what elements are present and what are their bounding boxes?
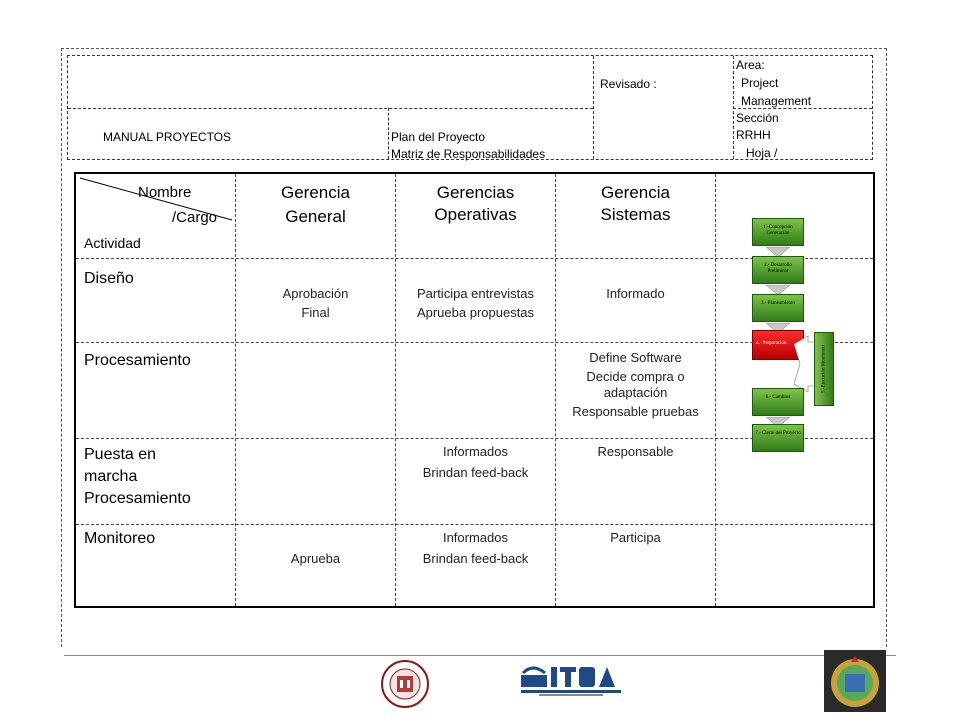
cell-puesta-sistemas	[556, 442, 715, 461]
column-header-sistemas	[556, 182, 715, 226]
cell-line: Aprobación	[282, 286, 349, 301]
cell-line: Participa entrevistas	[416, 286, 535, 301]
column-divider	[715, 174, 716, 606]
phase-3-box: 3.- Planeamiento	[752, 294, 804, 322]
phase-2-box: 2.- Desarrollo Preliminar	[752, 256, 804, 284]
cell-line: Aprueba propuestas	[416, 305, 535, 320]
footer-divider	[64, 655, 896, 656]
cell-line: Responsable	[597, 444, 674, 459]
cell-procesamiento-sistemas	[556, 348, 715, 421]
column-header-operativas	[396, 182, 555, 226]
header-divider	[388, 108, 389, 159]
cell-diseno-general	[236, 284, 395, 322]
cell-line: Brindan feed-back	[422, 465, 529, 480]
phase-7-box: 7.- Cierre del Proyecto	[752, 424, 804, 452]
cell-line: Informados	[442, 444, 509, 459]
area-value-2: Management	[741, 94, 812, 108]
pm-emblem-icon	[824, 650, 886, 712]
column-header-line: Operativas	[434, 205, 517, 224]
cell-puesta-operativas	[396, 442, 555, 482]
cell-line: Define Software	[589, 350, 682, 365]
hoja-label: Hoja /	[746, 146, 778, 160]
cell-line: Participa	[610, 530, 661, 545]
column-header-line: Gerencia	[281, 183, 350, 202]
column-header-line: General	[285, 207, 346, 226]
cell-monitoreo-sistemas	[556, 528, 715, 547]
cell-line: Decide compra o	[586, 369, 685, 384]
header-divider	[68, 108, 593, 109]
header-divider	[593, 56, 594, 159]
column-header-line: Gerencias	[436, 183, 515, 202]
itba-logo	[519, 663, 623, 697]
area-label: Area:	[736, 58, 765, 72]
plan-subtitle: Matriz de Responsabilidades	[391, 147, 546, 161]
cell-diseno-operativas	[396, 284, 555, 322]
project-phase-diagram	[748, 210, 838, 460]
project-management-logo	[824, 650, 886, 712]
phase-5-box	[814, 332, 834, 406]
activity-diseno: Diseño	[84, 270, 134, 287]
activity-puesta-en-marcha	[84, 444, 191, 510]
cell-line: adaptación	[603, 385, 668, 400]
plan-title: Plan del Proyecto	[391, 130, 486, 144]
seccion-value: RRHH	[736, 128, 771, 142]
cell-line: Informado	[606, 286, 665, 301]
corner-cargo: /Cargo	[172, 209, 218, 226]
activity-monitoreo: Monitoreo	[84, 530, 156, 547]
cell-line: Final	[301, 305, 330, 320]
seccion-label: Sección	[736, 111, 779, 125]
activity-procesamiento: Procesamiento	[84, 352, 191, 369]
manual-title: MANUAL PROYECTOS	[103, 130, 232, 144]
cell-line: Informados	[442, 530, 509, 545]
corner-actividad: Actividad	[84, 235, 141, 251]
activity-line: Procesamiento	[84, 490, 191, 507]
phase-1-box: 1.-Concepción Generación	[752, 218, 804, 246]
header-divider	[733, 56, 734, 159]
cell-monitoreo-general	[236, 549, 395, 568]
area-value: Project	[741, 76, 779, 90]
phase-5-label: 5.-Ejecución Monitoreo	[821, 345, 827, 393]
university-seal-logo	[381, 660, 429, 708]
cell-line: Brindan feed-back	[422, 551, 529, 566]
column-header-line: Sistemas	[600, 205, 671, 224]
activity-line: Puesta en	[84, 446, 157, 463]
document-header	[67, 55, 873, 160]
column-header-general	[236, 182, 395, 228]
activity-line: marcha	[84, 468, 138, 485]
column-header-line: Gerencia	[601, 183, 670, 202]
cell-line: Responsable pruebas	[572, 404, 699, 419]
cell-line: Aprueba	[290, 551, 341, 566]
cell-diseno-sistemas	[556, 284, 715, 303]
corner-nombre: Nombre	[138, 184, 192, 201]
row-divider	[76, 524, 873, 525]
revisado-label: Revisado :	[600, 77, 657, 91]
phase-4-box: 4.- Preparación	[752, 330, 804, 360]
cell-monitoreo-operativas	[396, 528, 555, 568]
phase-6-box: 6.- Cambios	[752, 388, 804, 416]
